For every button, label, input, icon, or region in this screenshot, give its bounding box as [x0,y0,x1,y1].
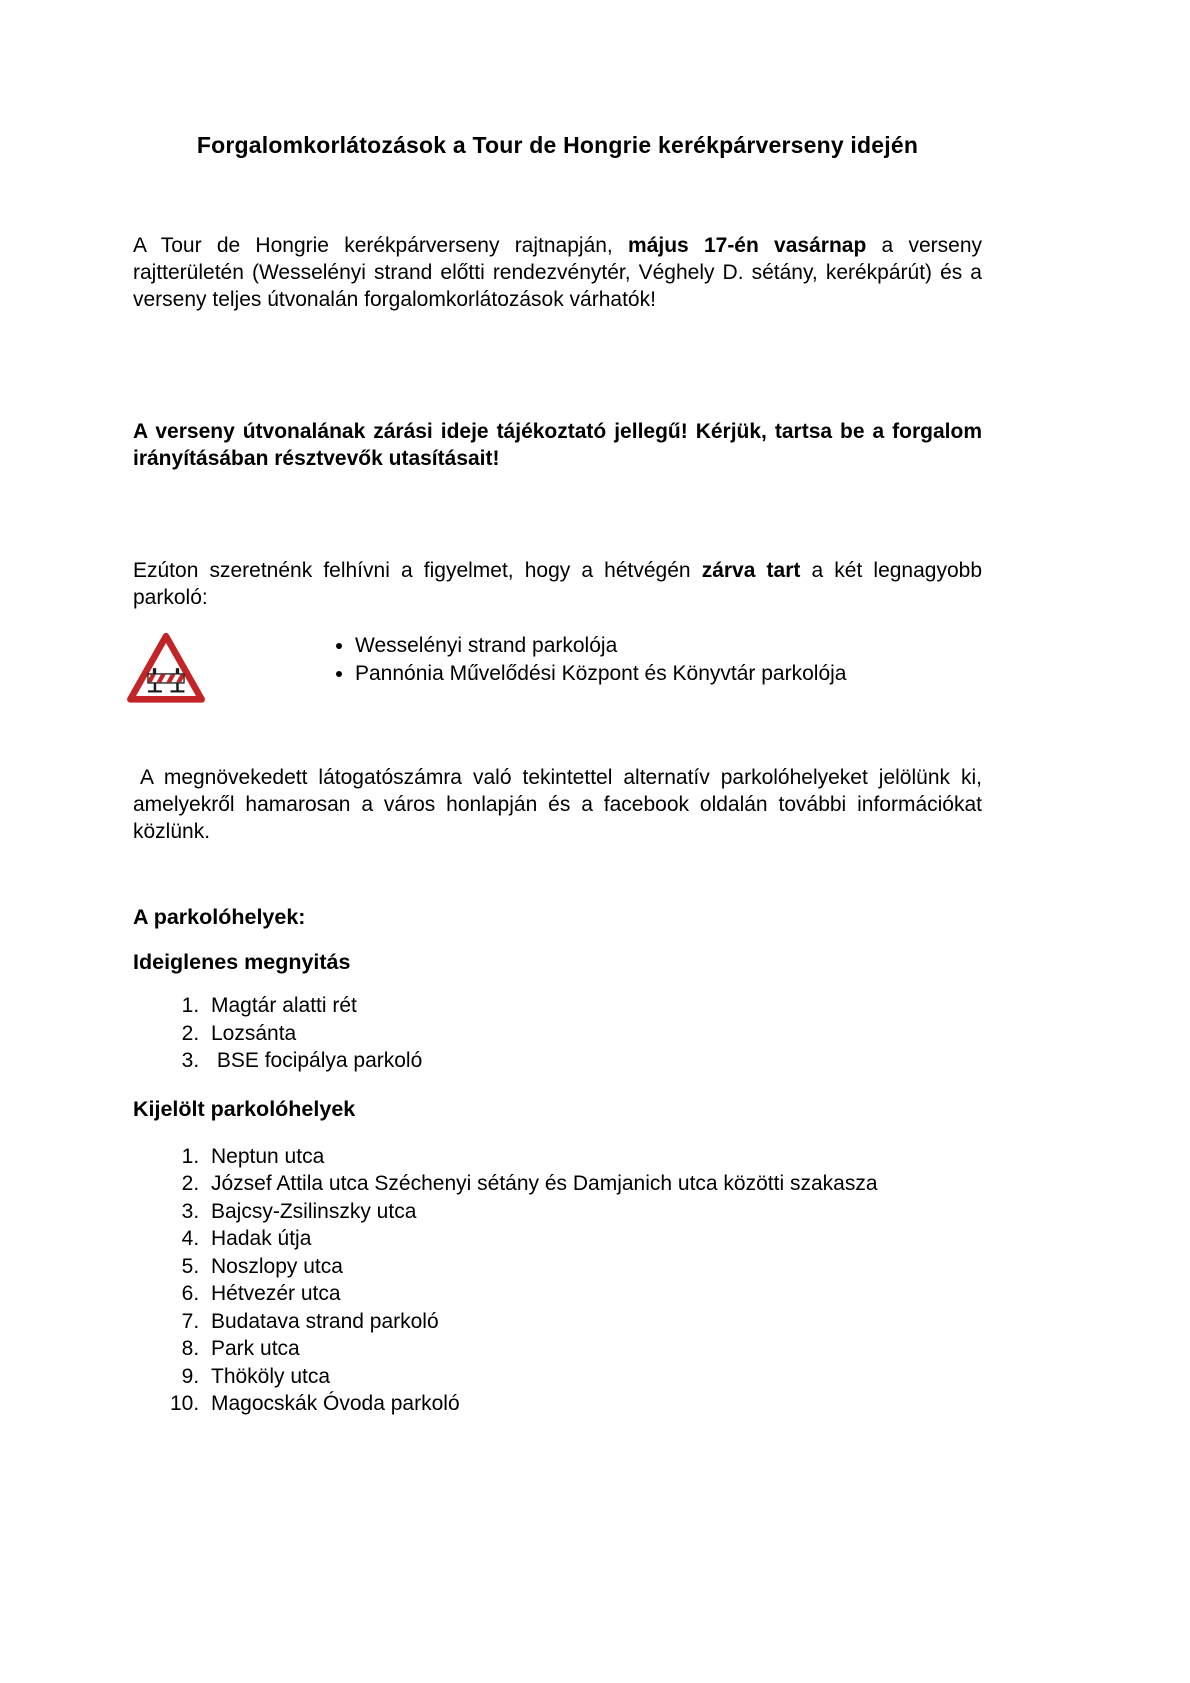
closed-parkings-row [133,629,982,709]
list-item: 3. BSE focipálya parkoló [205,1047,982,1075]
closed-intro-bold: zárva tart [701,559,801,582]
road-closed-warning-icon [125,629,207,709]
list-item: 7. Budatava strand parkoló [205,1308,982,1336]
intro-text-pre: A Tour de Hongrie kerékpárverseny rajtnapján, [133,234,629,257]
list-item: 9. Thököly utca [205,1363,982,1391]
list-item: • Wesselényi strand parkolója [355,632,846,660]
designated-parkings-heading: Kijelölt parkolóhelyek [133,1096,356,1121]
closed-intro-post: a két legnagyobb parkoló: [133,559,982,609]
intro-text-bold-date: május 17-én vasárnap [628,234,867,257]
closed-parkings-list [207,632,846,688]
list-item: 8. Park utca [205,1335,982,1363]
alternative-parkings-paragraph: A megnövekedett látogatószámra való tekintettel alternatív parkolóhelyeket jelölünk ki, amelyekről hamarosan a város honlapján és a facebook oldalán további információkat közlünk. [133,766,982,843]
designated-parkings-list [133,1143,982,1418]
list-item: 2. József Attila utca Széchenyi sétány és Damjanich utca közötti szakasza [205,1170,982,1198]
list-item: • Pannónia Művelődési Központ és Könyvtár parkolója [355,660,846,688]
closure-warning-paragraph: A verseny útvonalának zárási ideje tájékoztató jellegű! Kérjük, tartsa be a forgalom irányításában résztvevők utasításait! [133,420,982,470]
list-item: 1. Magtár alatti rét [205,992,982,1020]
list-item: 10. Magocskák Óvoda parkoló [205,1390,982,1418]
road-closed-warning-icon-svg [125,629,207,709]
list-item: 3. Bajcsy-Zsilinszky utca [205,1198,982,1226]
list-item: 5. Noszlopy utca [205,1253,982,1281]
page-title: Forgalomkorlátozások a Tour de Hongrie kerékpárverseny idején [196,132,919,158]
list-item: 4. Hadak útja [205,1225,982,1253]
list-item: 1. Neptun utca [205,1143,982,1171]
temporary-parkings-list [133,992,982,1075]
intro-paragraph [133,232,982,313]
closed-parkings-intro [133,557,982,611]
parking-section-heading: A parkolóhelyek: [133,905,306,929]
list-item: 2. Lozsánta [205,1020,982,1048]
temporary-opening-heading: Ideiglenes megnyitás [133,950,351,974]
list-item: 6. Hétvezér utca [205,1280,982,1308]
intro-text-post: a verseny rajtterületén (Wesselényi strand előtti rendezvénytér, Véghely D. sétány, kerékpárút) és a verseny teljes útvonalán forgalomkorlátozások várhatók! [133,234,983,311]
closed-intro-pre: Ezúton szeretnénk felhívni a figyelmet, hogy a hétvégén [133,559,702,582]
